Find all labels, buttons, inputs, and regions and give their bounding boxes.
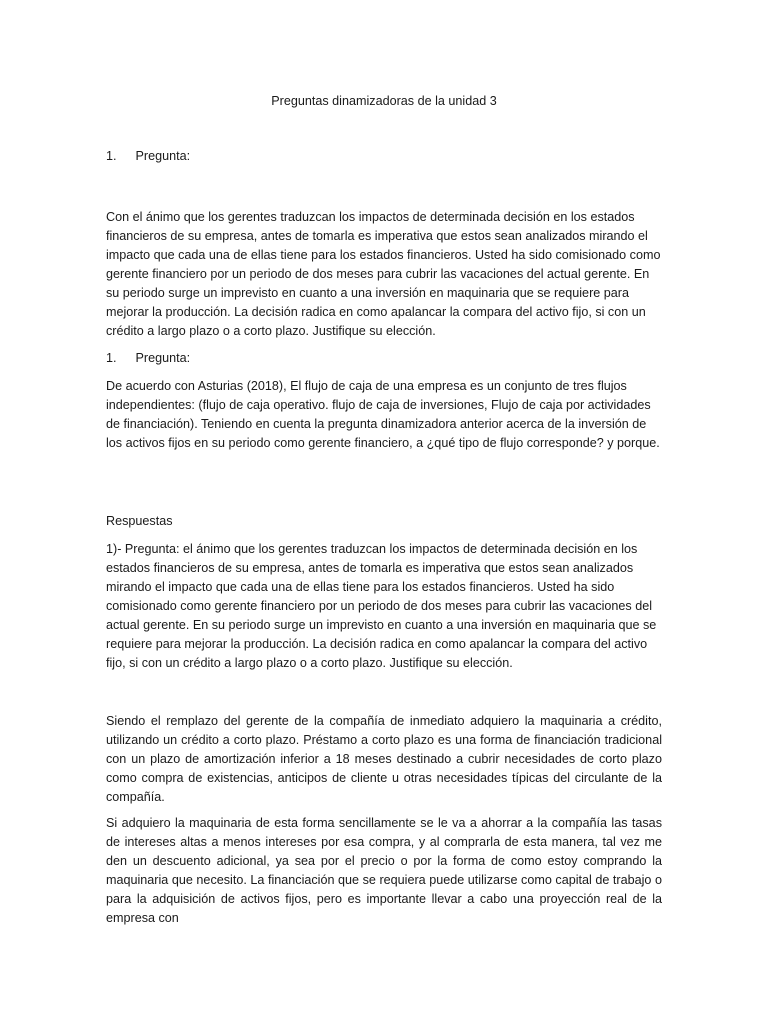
question-1-label: Pregunta: (135, 149, 191, 163)
document-title: Preguntas dinamizadoras de la unidad 3 (271, 94, 497, 108)
question-1-heading (106, 147, 190, 166)
answer-1-question: 1)- Pregunta: el ánimo que los gerentes traduzcan los impactos de determinada decisión en los estados financieros de su empresa, antes de tomarla es imperativa que estos sean analizados mirando el impacto que cada una de ellas tiene para los estados financieros. Usted ha sido comisionado como gerente financiero por un periodo de dos meses para cubrir las vacaciones del actual gerente. En su periodo surge un imprevisto en cuanto a una inversión en maquinaria que se requiere para mejorar la producción. La decisión radica en como apalancar la compara del activo fijo, si con un crédito a largo plazo o a corto plazo. Justifique su elección. (106, 542, 657, 670)
question-2-number: 1. (106, 351, 117, 365)
question-2-text: De acuerdo con Asturias (2018), El flujo de caja de una empresa es un conjunto de tres flujos independientes: (flujo de caja operativo. flujo de caja de inversiones, Flujo de caja por actividades de financiación). Teniendo en cuenta la pregunta dinamizadora anterior acerca de la inversión de los activos fijos en su periodo como gerente financiero, a ¿qué tipo de flujo corresponde? y porque. (106, 379, 660, 450)
question-1-number: 1. (106, 149, 117, 163)
answer-1-paragraph-1: Siendo el remplazo del gerente de la compañía de inmediato adquiero la maquinaria a crédito, utilizando un crédito a corto plazo. Préstamo a corto plazo es una forma de financiación tradicional con un plazo de amortización inferior a 18 meses destinado a cubrir necesidades de corto plazo como compra de existencias, anticipos de cliente u otras necesidades típicas del circulante de la compañía. (106, 714, 662, 804)
answers-heading: Respuestas (106, 514, 173, 528)
question-1-text: Con el ánimo que los gerentes traduzcan los impactos de determinada decisión en los estados financieros de su empresa, antes de tomarla es imperativa que estos sean analizados mirando el impacto que cada una de ellas tiene para los estados financieros. Usted ha sido comisionado como gerente financiero por un periodo de dos meses para cubrir las vacaciones del actual gerente. En su periodo surge un imprevisto en cuanto a una inversión en maquinaria que se requiere para mejorar la producción. La decisión radica en como apalancar la compara del activo fijo, si con un crédito a largo plazo o a corto plazo. Justifique su elección. (106, 210, 661, 338)
answer-1-paragraph-2: Si adquiero la maquinaria de esta forma sencillamente se le va a ahorrar a la compañía las tasas de intereses altas a menos intereses por esa compra, y al comprarla de esta manera, tal vez me den un descuento adicional, ya sea por el precio o por la forma de como estoy comprando la maquinaria que necesito. La financiación que se requiera puede utilizarse como capital de trabajo o para la adquisición de activos fijos, pero es importante llevar a cabo una proyección real de la empresa con (106, 816, 662, 925)
question-2-label: Pregunta: (135, 351, 191, 365)
question-2-heading (106, 349, 190, 368)
